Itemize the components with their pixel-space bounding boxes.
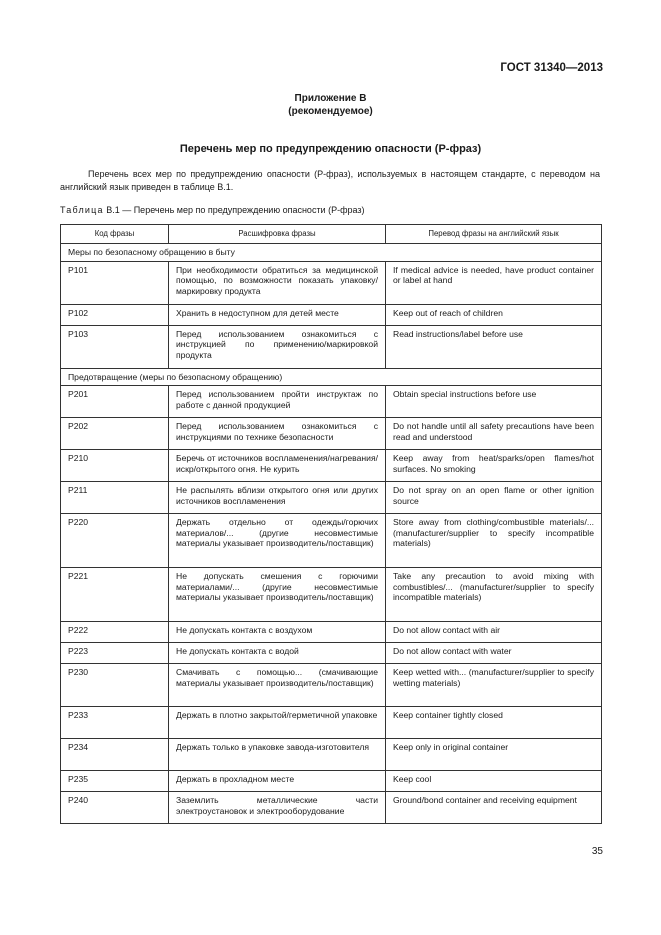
column-header-en: Перевод фразы на английский язык — [386, 225, 602, 244]
phrase-en: Keep wetted with... (manufacturer/supplier to specify wetting materials) — [386, 664, 602, 707]
phrase-en: Do not allow contact with air — [386, 622, 602, 643]
table-header-row — [61, 225, 602, 244]
phrase-en: Do not handle until all safety precautions have been read and understood — [386, 418, 602, 450]
phrase-code: P222 — [61, 622, 169, 643]
appendix-heading — [0, 92, 661, 118]
phrase-en: If medical advice is needed, have product container or label at hand — [386, 261, 602, 304]
phrase-code: P223 — [61, 643, 169, 664]
section-title: Перечень мер по предупреждению опасности (Р-фраз) — [179, 143, 482, 155]
phrase-ru: Перед использованием пройти инструктаж по работе с данной продукцией — [169, 386, 386, 418]
table-row — [61, 664, 602, 707]
phrase-code: P103 — [61, 325, 169, 368]
phrase-ru: Заземлить металлические части электроустановок и электрооборудование — [169, 792, 386, 824]
phrase-en: Keep container tightly closed — [386, 707, 602, 739]
phrase-ru: Не допускать смешения с горючими материалами/... (другие несовместимые материалы указывает производитель/поставщик) — [169, 568, 386, 622]
table-row — [61, 568, 602, 622]
table-row — [61, 325, 602, 368]
page-number: 35 — [591, 846, 603, 857]
phrase-ru: Держать только в упаковке завода-изготовителя — [169, 739, 386, 771]
table-row — [61, 739, 602, 771]
phrase-en: Store away from clothing/combustible materials/... (manufacturer/supplier to specify incompatible materials) — [386, 514, 602, 568]
table-caption-text: В.1 — Перечень мер по предупреждению опасности (Р-фраз) — [103, 205, 365, 215]
phrase-ru: Держать отдельно от одежды/горючих материалов/... (другие несовместимые материалы указывает производитель/поставщик) — [169, 514, 386, 568]
document-code: ГОСТ 31340—2013 — [500, 62, 603, 74]
group-row — [61, 368, 602, 386]
appendix-title: Приложение В — [294, 93, 367, 104]
phrase-ru: Смачивать с помощью... (смачивающие материалы указывает производитель/поставщик) — [169, 664, 386, 707]
table-row — [61, 482, 602, 514]
phrase-code: P102 — [61, 304, 169, 325]
phrase-code: P211 — [61, 482, 169, 514]
phrase-ru: Держать в плотно закрытой/герметичной упаковке — [169, 707, 386, 739]
phrase-en: Keep out of reach of children — [386, 304, 602, 325]
phrase-en: Do not spray on an open flame or other ignition source — [386, 482, 602, 514]
phrase-code: P234 — [61, 739, 169, 771]
column-header-code: Код фразы — [61, 225, 169, 244]
phrase-ru: Не допускать контакта с воздухом — [169, 622, 386, 643]
phrase-ru: При необходимости обратиться за медицинской помощью, по возможности показать упаковку/маркировку продукта — [169, 261, 386, 304]
phrase-ru: Хранить в недоступном для детей месте — [169, 304, 386, 325]
group-label: Меры по безопасному обращению в быту — [61, 244, 602, 262]
phrase-ru: Беречь от источников воспламенения/нагревания/искр/открытого огня. Не курить — [169, 450, 386, 482]
group-row — [61, 244, 602, 262]
phrase-code: P201 — [61, 386, 169, 418]
phrase-ru: Держать в прохладном месте — [169, 771, 386, 792]
phrase-ru: Перед использованием ознакомиться с инструкциями по технике безопасности — [169, 418, 386, 450]
table-caption-prefix: Таблица — [60, 205, 104, 215]
table-row — [61, 450, 602, 482]
table-row — [61, 707, 602, 739]
table-row — [61, 643, 602, 664]
phrase-en: Do not allow contact with water — [386, 643, 602, 664]
phrase-code: P101 — [61, 261, 169, 304]
phrase-en: Keep away from heat/sparks/open flames/hot surfaces. No smoking — [386, 450, 602, 482]
table-row — [61, 261, 602, 304]
phrase-code: P220 — [61, 514, 169, 568]
column-header-ru: Расшифровка фразы — [169, 225, 386, 244]
phrase-code: P221 — [61, 568, 169, 622]
phrase-code: P240 — [61, 792, 169, 824]
phrase-en: Ground/bond container and receiving equipment — [386, 792, 602, 824]
phrase-en: Obtain special instructions before use — [386, 386, 602, 418]
phrase-code: P210 — [61, 450, 169, 482]
phrase-code: P230 — [61, 664, 169, 707]
phrase-en: Keep only in original container — [386, 739, 602, 771]
phrase-en: Keep cool — [386, 771, 602, 792]
table-row — [61, 386, 602, 418]
table-row — [61, 418, 602, 450]
table-row — [61, 771, 602, 792]
phrase-ru: Не допускать контакта с водой — [169, 643, 386, 664]
table-caption — [60, 205, 365, 215]
phrase-ru: Перед использованием ознакомиться с инструкцией по применению/маркировкой продукта — [169, 325, 386, 368]
intro-paragraph: Перечень всех мер по предупреждению опасности (Р-фраз), используемых в настоящем стандарте, с переводом на английский язык приведен в таблице В.1. — [60, 169, 600, 192]
p-phrases-table — [60, 224, 602, 824]
table-row — [61, 514, 602, 568]
phrase-en: Take any precaution to avoid mixing with combustibles/... (manufacturer/supplier to specify incompatible materials) — [386, 568, 602, 622]
phrase-en: Read instructions/label before use — [386, 325, 602, 368]
phrase-ru: Не распылять вблизи открытого огня или других источников воспламенения — [169, 482, 386, 514]
table-row — [61, 792, 602, 824]
appendix-status: (рекомендуемое) — [288, 106, 373, 117]
phrase-code: P235 — [61, 771, 169, 792]
phrase-code: P233 — [61, 707, 169, 739]
table-row — [61, 304, 602, 325]
group-label: Предотвращение (меры по безопасному обращению) — [61, 368, 602, 386]
table-row — [61, 622, 602, 643]
phrase-code: P202 — [61, 418, 169, 450]
